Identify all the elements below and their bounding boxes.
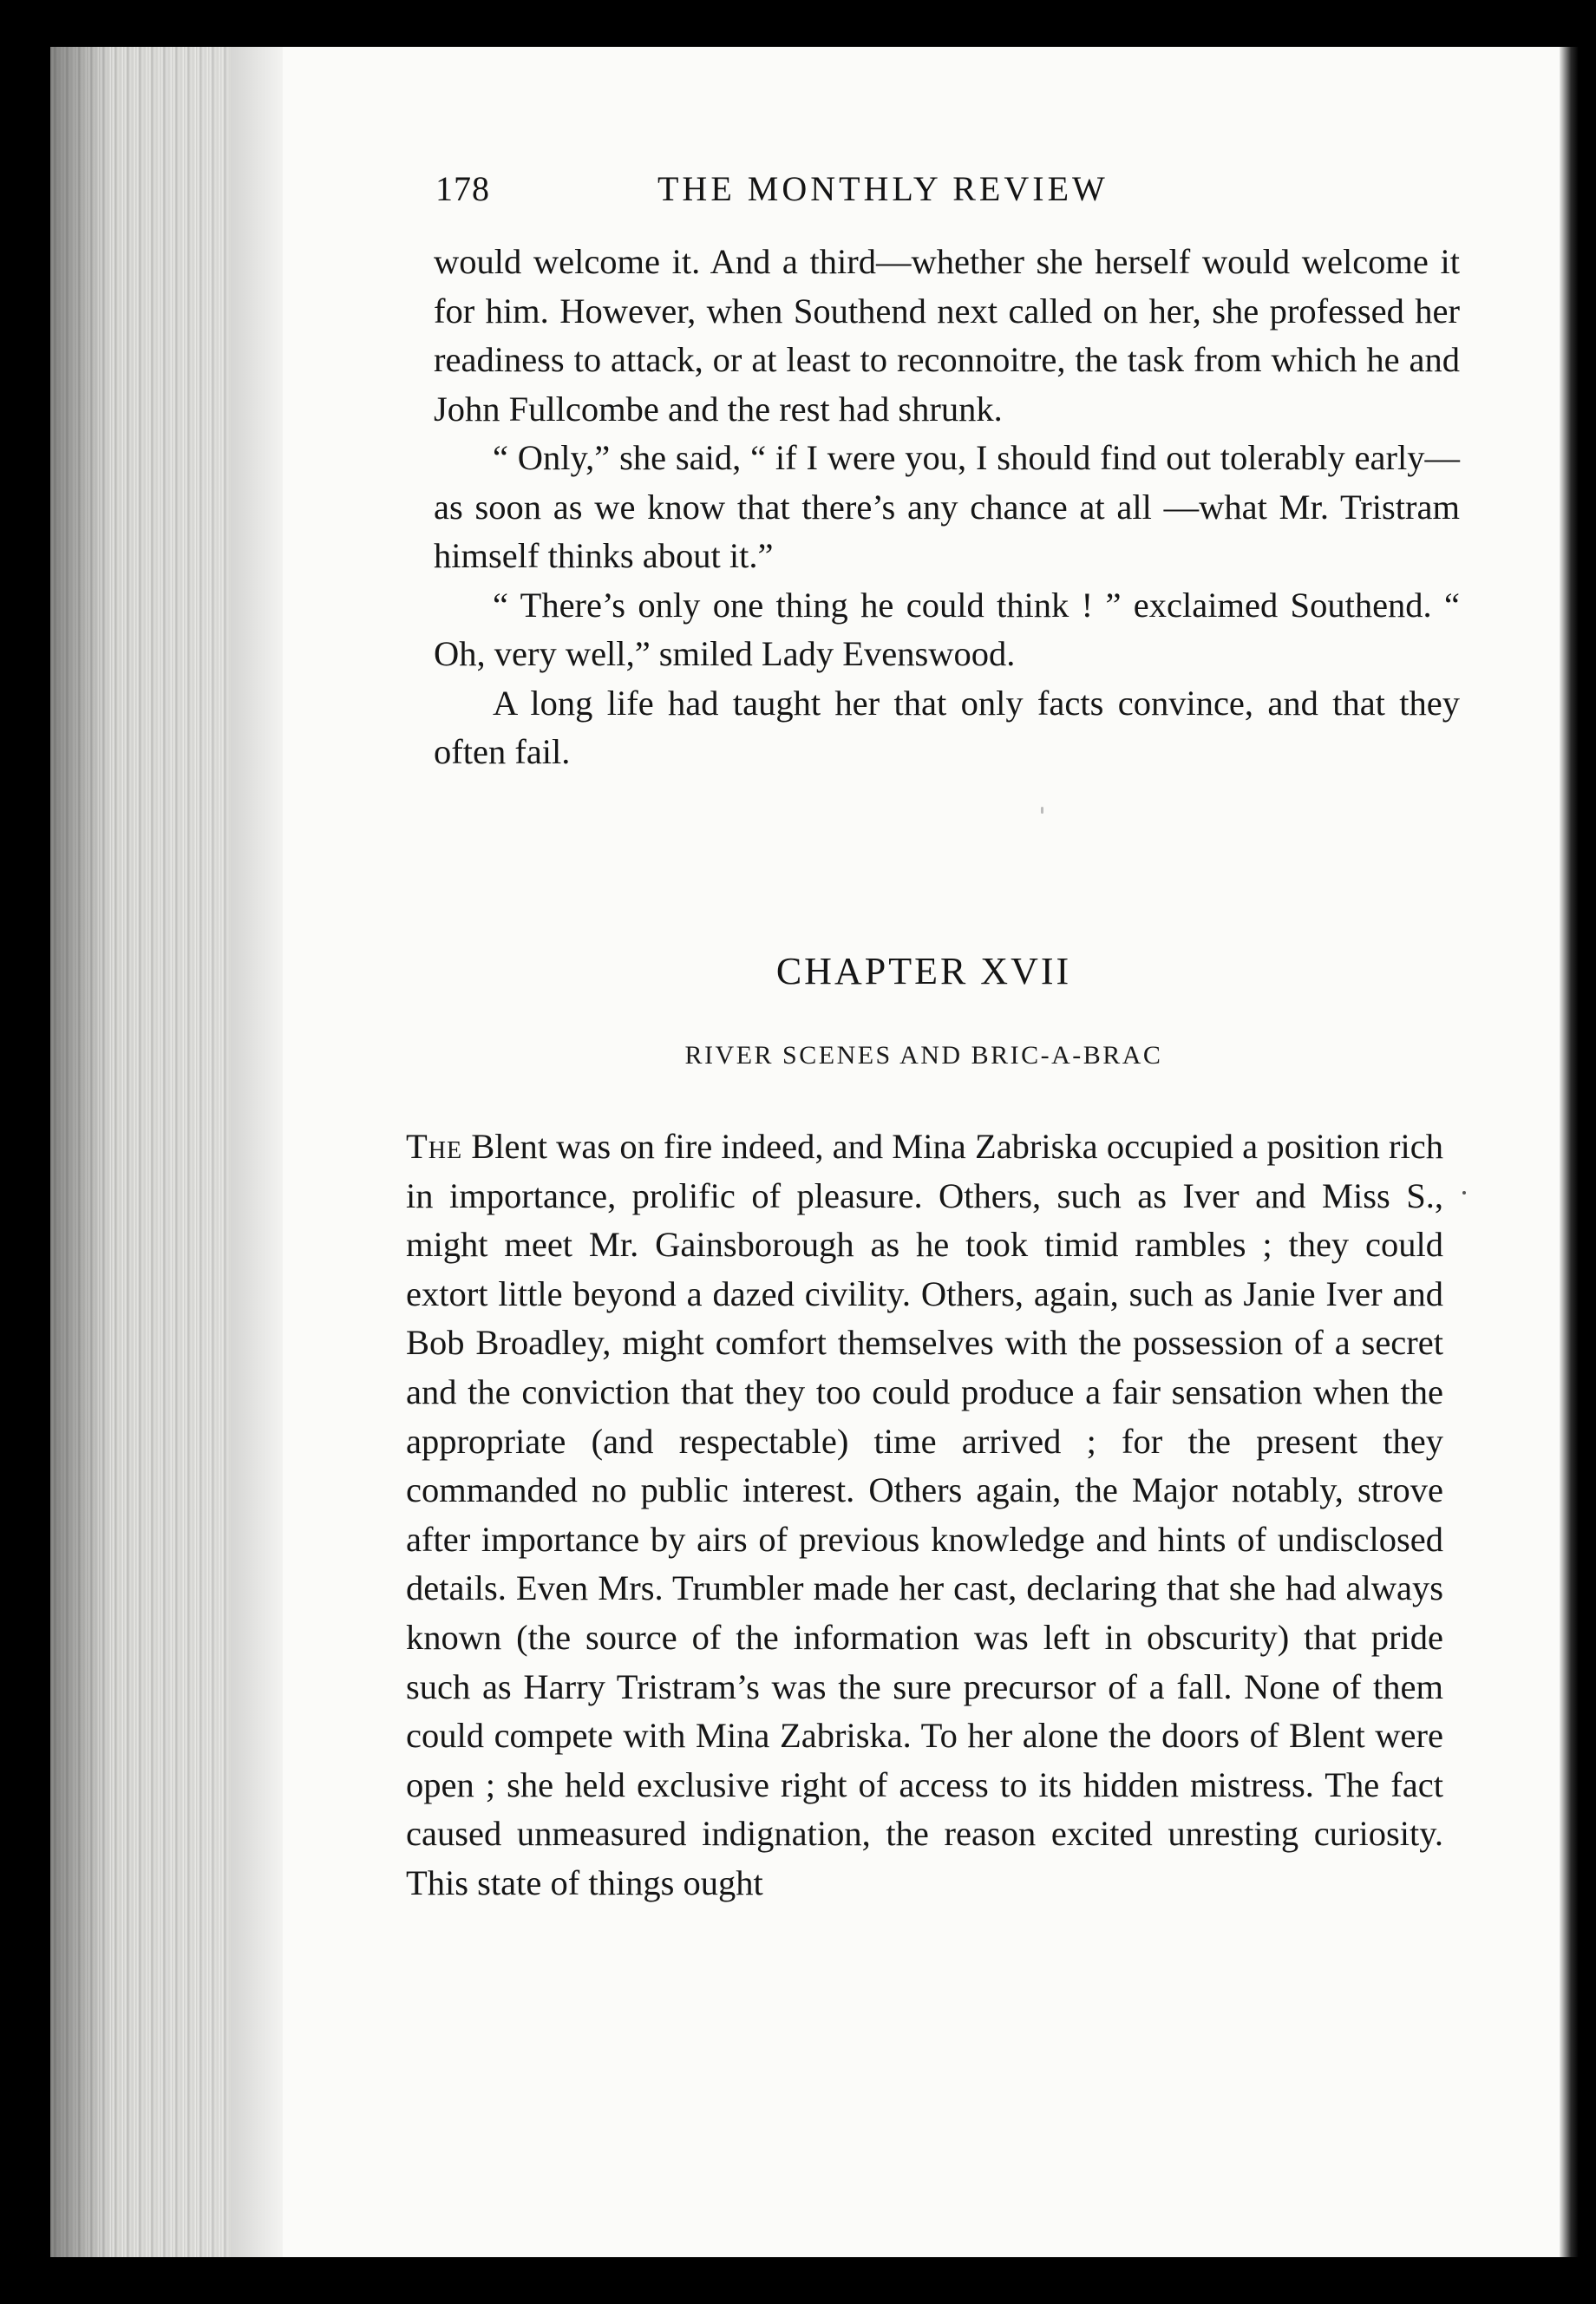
paragraph: “ There’s only one thing he could think ! ” exclaimed Southend. “ Oh, very well,” smiled Lady Evenswood. (434, 585, 1460, 673)
scan-speck (1462, 1191, 1466, 1195)
chapter-body: Blent was on fire indeed, and Mina Zabriska occupied a position rich in importance, prolific of pleasure. Others, such as Iver and Miss S., might meet Mr. Gainsborough as he took timid rambles ; they could extort little beyond a dazed civility. Others, again, such as Janie Iver and Bob Broadley, might comfort themselves with the possession of a secret and the conviction that they too could produce a fair sensation when the appropriate (and respectable) time arrived ; for the present they commanded no public interest. Others again, the Major notably, strove after importance by airs of previous knowledge and hints of undisclosed details. Even Mrs. Trumbler made her cast, declaring that she had always known (the source of the information was left in obscurity) that pride such as Harry Tristram’s was the sure precursor of a fall. None of them could compete with Mina Zabriska. To her alone the doors of Blent were open ; she held exclusive right of access to its hidden mistress. The fact caused unmeasured indignation, the reason excited unresting curiosity. This state of things ought (406, 1127, 1443, 1902)
paragraph: A long life had taught her that only facts convince, and that they often fail. (434, 683, 1460, 771)
journal-title: THE MONTHLY REVIEW (657, 169, 1109, 208)
chapter-heading: CHAPTER XVII (775, 950, 1072, 992)
paragraph: “ Only,” she said, “ if I were you, I should find out tolerably early—as soon as we know that there’s any chance at all —what Mr. Tristram himself thinks about it.” (434, 438, 1460, 575)
scan-speck (1041, 807, 1043, 814)
paragraph (406, 1123, 1443, 1908)
chapter-subtitle: RIVER SCENES AND BRIC-A-BRAC (684, 1041, 1163, 1070)
chapter-lead-word: The (406, 1127, 463, 1166)
running-head (435, 168, 1459, 220)
page-number: 178 (435, 169, 490, 208)
gutter-shadow (231, 47, 283, 2257)
page-right-edge (1560, 47, 1579, 2257)
book-page-edges (50, 47, 231, 2257)
chapter-body-text (406, 1123, 1443, 1908)
paragraph: would welcome it. And a third—whether she herself would welcome it for him. However, when Southend next called on her, she professed her readiness to attack, or at least to reconnoitre, the task from which he and John Fullcombe and the rest had shrunk. (434, 242, 1460, 429)
continuation-text (434, 238, 1460, 777)
